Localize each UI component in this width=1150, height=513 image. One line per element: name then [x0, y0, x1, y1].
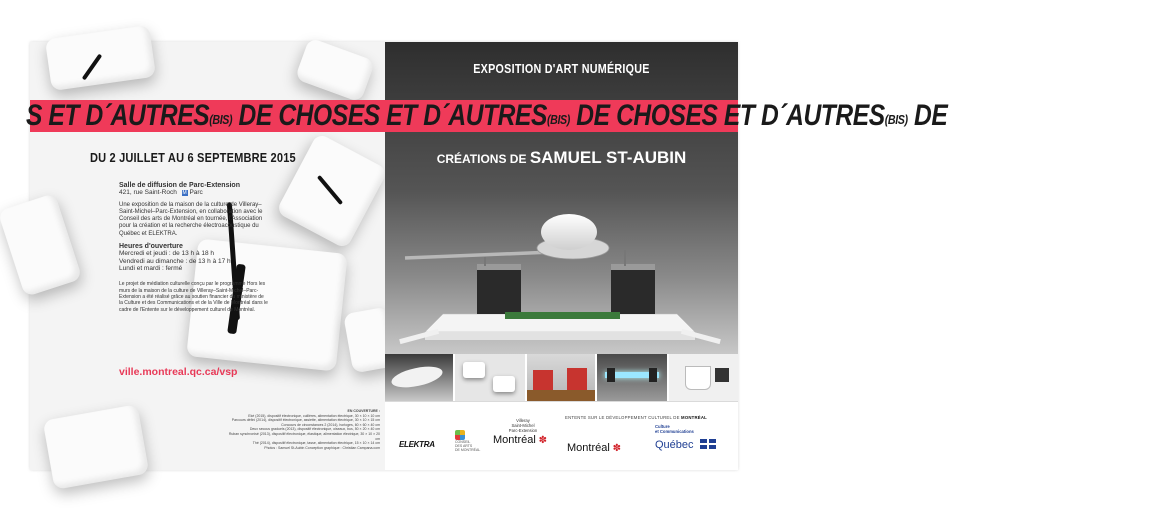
- clock-left-mid: [0, 193, 82, 297]
- brochure-spread: [26, 42, 948, 470]
- montreal-wordmark: Montréal: [567, 442, 610, 454]
- title-banner: [26, 99, 948, 132]
- bis-superscript: (BIS): [884, 112, 908, 127]
- quebec-wordmark: Québec: [655, 439, 694, 451]
- exhibition-dates: DU 2 JUILLET AU 6 SEPTEMBRE 2015: [90, 150, 296, 165]
- credits-line: Concours de circonstances 2 (2014), horloges, 60 × 60 × 40 cm: [281, 422, 380, 427]
- credits-line: EN COUVERTURE :: [347, 409, 380, 413]
- credits-line: Thé (2014), dispositif électronique, tasse, alimentation électrique, 15 × 10 × 14 cm: [252, 441, 380, 446]
- quebec-ministry: Culture: [655, 424, 670, 429]
- egg: [541, 214, 597, 250]
- bis-superscript: (BIS): [547, 112, 570, 127]
- credits-line: Deux secous graduels (2013), dispositif électronique, oiseaux, bus, 50 × 20 × 40 cm: [249, 427, 380, 432]
- banner-seg: DE CHOSES ET D´AUTRES: [569, 99, 885, 132]
- credits-line: Photos : Samuel St-Aubin Conception graphique : Christian Campana.com: [264, 445, 380, 450]
- banner-seg: DE: [907, 99, 948, 132]
- banner-seg: DE CHOSES ET D´AUTRES: [232, 99, 548, 132]
- montreal-rosette-icon: ✽: [609, 443, 621, 454]
- photo-credits: [228, 409, 380, 450]
- quebec-logo: [655, 424, 735, 453]
- thumbnail-plate: [385, 354, 453, 401]
- cam-text: CONSEIL: [455, 440, 471, 444]
- thumbnail-light: [597, 354, 667, 401]
- quebec-wordmark-row: [655, 435, 735, 453]
- website-link[interactable]: ville.montreal.qc.ca/vsp: [119, 366, 238, 378]
- hours-line-2: Vendredi au dimanche : de 13 h à 17 h: [119, 257, 231, 265]
- credits-line: Eké (2015), dispositif électronique, cuillères, alimentation électrique, 30 × 10 × 10 cm: [248, 413, 380, 418]
- cam-text: DES ARTS: [455, 444, 473, 448]
- thumbnail-tea: [669, 354, 738, 401]
- metro-station: Parc: [189, 189, 203, 197]
- cam-mark-icon: [455, 430, 465, 440]
- mediation-text: Le projet de médiation culturelle conçu par le programme Hors les murs de la maison de la culture de Villeray–Saint-Michel–Parc-Extension a été réalisé grâce au soutien financier du ministère de la Culture et des Communications et de la Ville de Montréal dans le cadre de l'Entente sur le développement culturel de Montréal.: [119, 281, 268, 313]
- venue-name: Salle de diffusion de Parc-Extension: [119, 182, 240, 189]
- borough-name: Saint-Michel: [511, 423, 535, 428]
- borough-logo: [493, 418, 553, 446]
- circuit-board: [505, 312, 620, 319]
- quebec-ministry: et Communications: [655, 429, 694, 434]
- hours-line-3: Lundi et mardi : fermé: [119, 264, 183, 272]
- quebec-flag-icon: [700, 439, 716, 449]
- clock-bottom-left: [43, 404, 150, 490]
- credits-line: Parcours défini (2014), dispositif électronique, assiette, alimentation électrique, 30 × 10 × 15 cm: [231, 418, 380, 423]
- bis-superscript: (BIS): [209, 112, 233, 127]
- hours-line-1: Mercredi et jeudi : de 13 h à 18 h: [119, 250, 215, 258]
- elektra-logo: ELEKTRA: [399, 440, 435, 449]
- entente-label: ENTENTE SUR LE DÉVELOPPEMENT CULTUREL DE: [565, 415, 682, 420]
- banner-seg: S ET D´AUTRES: [26, 99, 210, 132]
- montreal-rosette-icon: ✽: [535, 435, 547, 446]
- clock-top-right: [295, 37, 376, 102]
- cam-logo: [455, 430, 485, 452]
- creations-prefix: CRÉATIONS DE: [436, 152, 530, 166]
- motor-left: [477, 264, 521, 314]
- entente-city: MONTRÉAL: [681, 415, 707, 420]
- entente-text: [565, 415, 707, 420]
- metro-icon: M: [182, 190, 187, 197]
- credits-line: Ruban synchronisé (2013), dispositif électronique, élastique, alimentation électrique, 30 × 10 × 20 cm: [228, 431, 380, 441]
- montreal-logo: [567, 442, 621, 454]
- artist-name: SAMUEL ST-AUBIN: [529, 148, 687, 167]
- banner-title: [26, 100, 947, 132]
- montreal-wordmark: Montréal: [493, 434, 536, 446]
- address-text: 421, rue Saint-Roch: [119, 189, 177, 197]
- artwork-photo: [385, 182, 738, 352]
- base-front: [425, 332, 695, 340]
- venue-address: [119, 189, 269, 196]
- description: Une exposition de la maison de la culture de Villeray–Saint-Michel–Parc-Extension, en collaboration avec le Conseil des arts de Montréal en tournée, l'Association pour la création et la recherche électroacoustique du Québec et ELEKTRA.: [119, 201, 263, 237]
- borough-name: Parc-Extension: [508, 428, 538, 433]
- borough-name: Villeray: [516, 418, 530, 423]
- creator-title: [385, 148, 738, 168]
- exhibition-type: EXPOSITION D'ART NUMÉRIQUE: [473, 62, 650, 76]
- info-block: [119, 182, 269, 313]
- motor-right: [611, 264, 655, 314]
- hours-title: Heures d'ouverture: [119, 243, 183, 251]
- spoon-handle: [405, 252, 553, 258]
- cam-text: DE MONTRÉAL: [455, 448, 481, 452]
- thumbnail-buckets: [527, 354, 595, 401]
- thumbnail-clocks: [455, 354, 525, 401]
- thumbnail-strip: [385, 354, 738, 401]
- borough-montreal: [493, 434, 553, 446]
- sponsor-logos: [385, 402, 738, 470]
